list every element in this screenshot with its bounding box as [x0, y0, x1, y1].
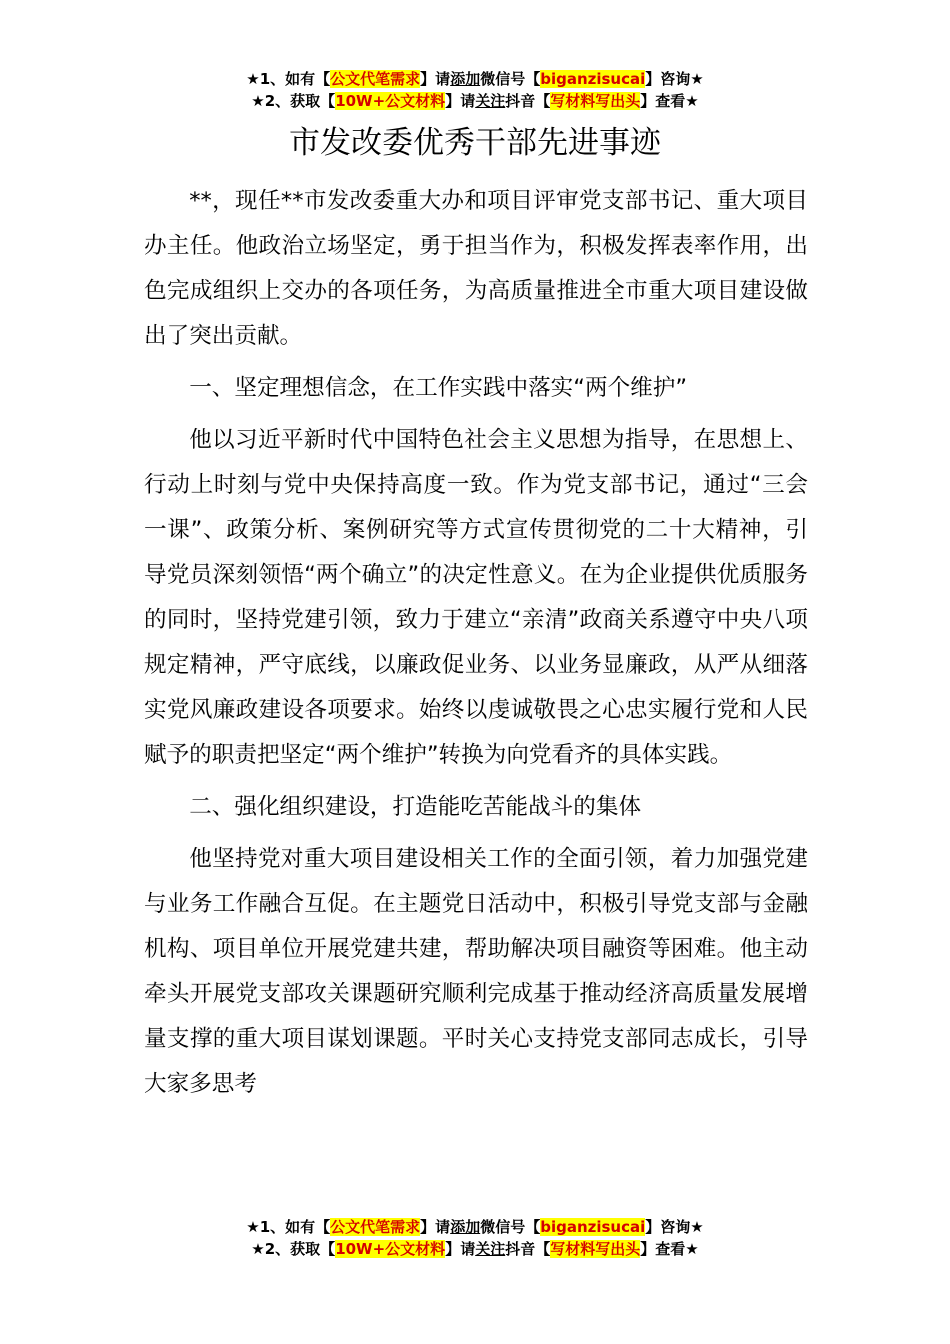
promo-banner-top [0, 68, 950, 112]
promo-line-2: ★2、获取【10W+公文材料】请关注抖音【写材料写出头】查看★ [251, 1240, 699, 1258]
paragraph-intro: **，现任**市发改委重大办和项目评审党支部书记、重大项目办主任。他政治立场坚定，勇于担当作为，积极发挥表率作用，出色完成组织上交办的各项任务，为高质量推进全市重大项目建设做出了突出贡献。 [144, 188, 808, 349]
highlight-douyin-account: 写材料写出头 [550, 92, 641, 110]
promo-line-1: ★1、如有【公文代笔需求】请添加微信号【biganzisucai】咨询★ [246, 70, 704, 88]
document-body [144, 179, 808, 1114]
section-heading-1: 一、坚定理想信念，在工作实践中落实“两个维护” [189, 375, 688, 401]
paragraph-section-2: 他坚持党对重大项目建设相关工作的全面引领，着力加强党建与业务工作融合互促。在主题党日活动中，积极引导党支部与金融机构、项目单位开展党建共建，帮助解决项目融资等困难。他主动牵头开展党支部攻关课题研究顺利完成基于推动经济高质量发展增量支撑的重大项目谋划课题。平时关心支持党支部同志成长，引导大家多思考 [144, 846, 808, 1097]
promo-banner-bottom [0, 1216, 950, 1260]
promo-line-2: ★2、获取【10W+公文材料】请关注抖音【写材料写出头】查看★ [251, 92, 699, 110]
highlight-writing-service: 公文代笔需求 [330, 70, 421, 88]
document-title: 市发改委优秀干部先进事迹 [289, 125, 661, 161]
highlight-wechat-id: biganzisucai [540, 1218, 646, 1236]
highlight-douyin-account: 写材料写出头 [550, 1240, 641, 1258]
highlight-materials: 10W+公文材料 [335, 1240, 446, 1258]
promo-line-1: ★1、如有【公文代笔需求】请添加微信号【biganzisucai】咨询★ [246, 1218, 704, 1236]
section-heading-2: 二、强化组织建设，打造能吃苦能战斗的集体 [189, 794, 642, 820]
highlight-materials: 10W+公文材料 [335, 92, 446, 110]
paragraph-section-1: 他以习近平新时代中国特色社会主义思想为指导，在思想上、行动上时刻与党中央保持高度一致。作为党支部书记，通过“三会一课”、政策分析、案例研究等方式宣传贯彻党的二十大精神，引导党员深刻领悟“两个确立”的决定性意义。在为企业提供优质服务的同时，坚持党建引领，致力于建立“亲清”政商关系遵守中央八项规定精神，严守底线，以廉政促业务、以业务显廉政，从严从细落实党风廉政建设各项要求。始终以虔诚敬畏之心忠实履行党和人民赋予的职责把坚定“两个维护”转换为向党看齐的具体实践。 [144, 427, 808, 768]
highlight-writing-service: 公文代笔需求 [330, 1218, 421, 1236]
highlight-wechat-id: biganzisucai [540, 70, 646, 88]
